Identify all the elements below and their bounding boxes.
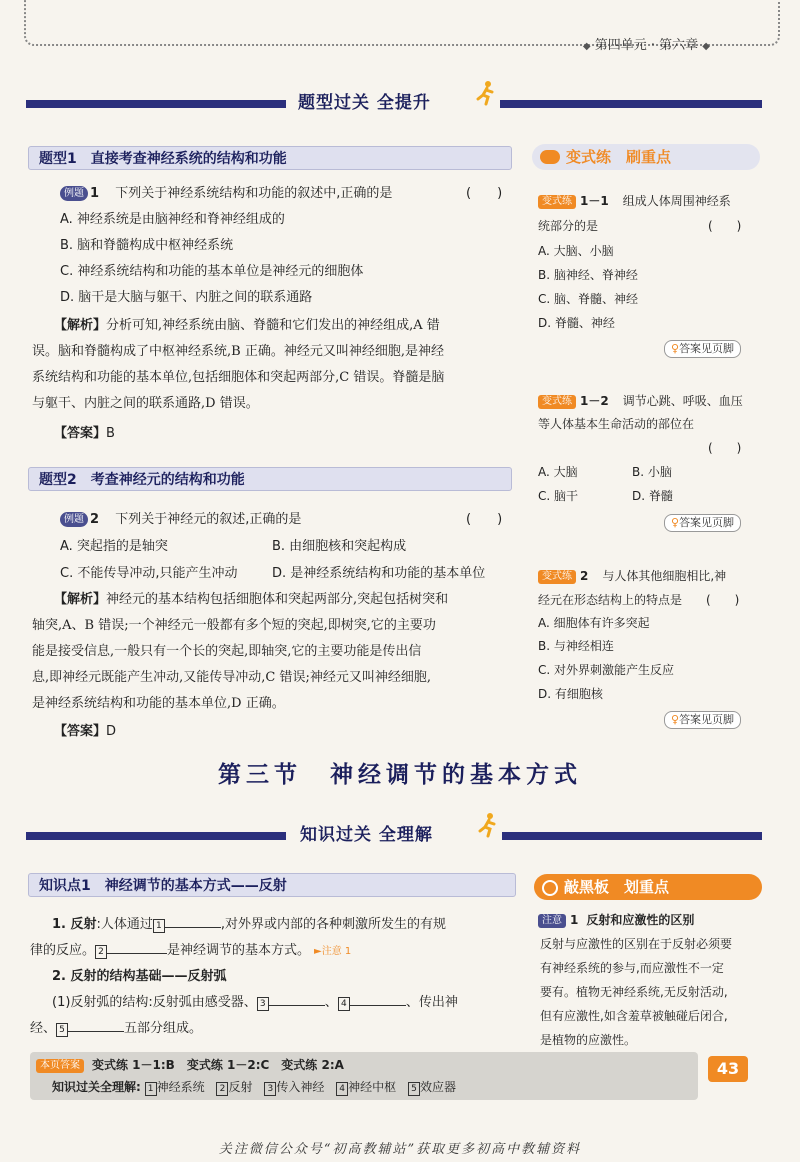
chapter-label: 第四单元 · 第六章 [594,38,699,53]
analysis-line: 【解析】分析可知,神经系统由脑、脊髓和它们发出的神经组成,A 错 [54,318,440,333]
practice-2: 变式练 2 与人体其他细胞相比,神 [538,564,726,588]
note-line: 是植物的应激性。 [540,1033,637,1047]
kp-line-2: 律的反应。 2 是神经调节的基本方式。 ►注意 1 [30,938,351,965]
kp-line-1: 1. 反射:人体通过 1 ,对外界或内部的各种刺激所发生的有规 [52,912,446,938]
note-badge: 注意 [538,914,566,928]
see-footer-answer-button[interactable]: ♀答案见页脚 [664,711,741,729]
option-b: B. 脑和脊髓构成中枢神经系统 [60,238,234,253]
example-badge: 例题 [60,512,88,527]
analysis-line: 轴突,A、B 错误;一个神经元一般都有多个短的突起,即树突,它的主要功 [32,618,436,633]
practice-1-1-line2: 统部分的是 [538,219,599,233]
answer-line: 【答案】D [54,724,117,739]
option-a: A. 大脑、小脑 [538,244,614,258]
example2-question: 例题 2 下列关于神经元的叙述,正确的是 [60,507,301,533]
analysis-line: 是神经系统结构和功能的基本单位,D 正确。 [32,696,285,711]
side-practice-header: 变式练 刷重点 [532,144,760,170]
fill-blank[interactable] [68,1017,124,1032]
title-band-left [26,832,286,840]
runner-icon [476,812,498,838]
title-band-left [26,100,286,108]
analysis-line: 【解析】神经元的基本结构包括细胞体和突起两部分,突起包括树突和 [54,592,449,607]
blank-number: 1 [153,919,165,933]
practice-1-2-line2: 等人体基本生命活动的部位在 [538,417,695,431]
kp-line-4: (1)反射弧的结构:反射弧由感受器、 3 、 4 、传出神 [52,990,458,1016]
option-a: A. 细胞体有许多突起 [538,616,650,630]
option-d: D. 是神经系统结构和功能的基本单位 [272,566,486,581]
practice-badge: 变式练 [538,395,576,409]
title-band-right [500,100,762,108]
fill-blank[interactable] [350,991,406,1006]
option-a: A. 突起指的是轴突 [60,539,168,554]
answer-line: 【答案】B [54,426,115,441]
answer-paren: ( ) [708,219,742,233]
option-b: B. 与神经相连 [538,639,614,653]
blank-number: 5 [56,1023,68,1037]
option-d: D. 有细胞核 [538,687,603,701]
key-icon: ♀ [671,342,680,355]
kp-line-3: 2. 反射的结构基础——反射弧 [52,969,227,984]
answers-row-1: 本页答案 变式练 1－1:B 变式练 1－2:C 变式练 2:A [36,1056,344,1073]
band-title-knowledge: 知识过关 全理解 [300,825,433,845]
analysis-line: 系统结构和功能的基本单位,包括细胞体和突起两部分,C 错误。脊髓是脑 [32,370,445,385]
analysis-line: 能是接受信息,一般只有一个长的突起,即轴突,它的主要功能是传出信 [32,644,422,659]
option-b: B. 由细胞核和突起构成 [272,539,407,554]
option-c: C. 脑干 [538,489,579,503]
note-marker: ►注意 1 [314,946,352,957]
answer-paren: ( ) [706,593,740,607]
answers-row-2: 知识过关全理解: 1 神经系统 2 反射 3 传入神经 4 神经中枢 5 效应器 [52,1080,457,1094]
practice-badge: 变式练 [538,570,576,584]
answer-item: 2 反射 [216,1080,252,1094]
note-line: 要有。植物无神经系统,无反射活动, [540,985,728,999]
answer-item: 1 神经系统 [145,1080,205,1094]
analysis-line: 息,即神经元既能产生冲动,又能传导冲动,C 错误;神经元又叫神经细胞, [32,670,431,685]
footer-watermark-text: 关注微信公众号“初高教辅站”获取更多初高中教辅资料 [218,1142,582,1157]
analysis-line: 与躯干、内脏之间的联系通路,D 错误。 [32,396,259,411]
note-1-title: 注意 1 反射和应激性的区别 [538,908,694,932]
answer-item: 4 神经中枢 [336,1080,396,1094]
option-c: C. 脑、脊髓、神经 [538,292,639,306]
practice-badge: 变式练 [538,195,576,209]
answers-badge: 本页答案 [36,1059,84,1073]
blank-number: 4 [338,997,350,1011]
option-d: D. 脑干是大脑与躯干、内脏之间的联系通路 [60,290,313,305]
practice-1-2: 变式练 1－2 调节心跳、呼吸、血压 [538,389,743,413]
chapter-indicator: ◆ 第四单元 · 第六章 ◆ [582,38,710,53]
see-footer-answer-button[interactable]: ♀答案见页脚 [664,340,741,358]
type1-heading: 题型1 直接考查神经系统的结构和功能 [28,146,512,170]
title-band-right [502,832,762,840]
fill-blank[interactable] [165,913,221,928]
page-number: 43 [708,1056,748,1082]
fill-blank[interactable] [107,939,167,954]
dumbbell-icon [540,150,560,164]
fill-blank[interactable] [269,991,325,1006]
blank-number: 3 [257,997,269,1011]
option-b: B. 脑神经、脊神经 [538,268,638,282]
example1-question: 例题 1 下列关于神经系统结构和功能的叙述中,正确的是 [60,181,392,207]
answer-paren: ( ) [466,512,503,527]
see-footer-answer-button[interactable]: ♀答案见页脚 [664,514,741,532]
answer-item: 3 传入神经 [264,1080,324,1094]
option-a: A. 神经系统是由脑神经和脊神经组成的 [60,212,285,227]
answer-paren: ( ) [708,441,742,455]
option-c: C. 不能传导冲动,只能产生冲动 [60,566,238,581]
band-title-practice: 题型过关 全提升 [298,93,431,113]
note-line: 但有应激性,如含羞草被触碰后闭合, [540,1009,728,1023]
blank-number: 2 [95,945,107,959]
answer-paren: ( ) [466,186,503,201]
note-line: 有神经系统的参与,而应激性不一定 [540,961,724,975]
side-blackboard-header: 敲黑板 划重点 [534,874,762,900]
runner-icon [474,80,496,106]
type2-heading: 题型2 考查神经元的结构和功能 [28,467,512,491]
option-c: C. 对外界刺激能产生反应 [538,663,675,677]
knowledge-point-heading: 知识点1 神经调节的基本方式——反射 [28,873,516,897]
option-d: D. 脊髓 [632,489,673,503]
option-c: C. 神经系统结构和功能的基本单位是神经元的细胞体 [60,264,364,279]
option-b: B. 小脑 [632,465,672,479]
example-badge: 例题 [60,186,88,201]
option-a: A. 大脑 [538,465,578,479]
key-icon: ♀ [671,516,680,529]
kp-line-5: 经、 5 五部分组成。 [30,1016,202,1042]
practice-1-1: 变式练 1－1 组成人体周围神经系 [538,189,731,213]
analysis-line: 误。脑和脊髓构成了中枢神经系统,B 正确。神经元又叫神经细胞,是神经 [32,344,444,359]
smiley-icon [542,880,558,896]
section-title: 第三节 神经调节的基本方式 [218,761,582,788]
practice-2-line2: 经元在形态结构上的特点是 [538,593,683,607]
note-line: 反射与应激性的区别在于反射必须要 [540,937,733,951]
option-d: D. 脊髓、神经 [538,316,615,330]
answer-item: 5 效应器 [408,1080,456,1094]
key-icon: ♀ [671,713,680,726]
